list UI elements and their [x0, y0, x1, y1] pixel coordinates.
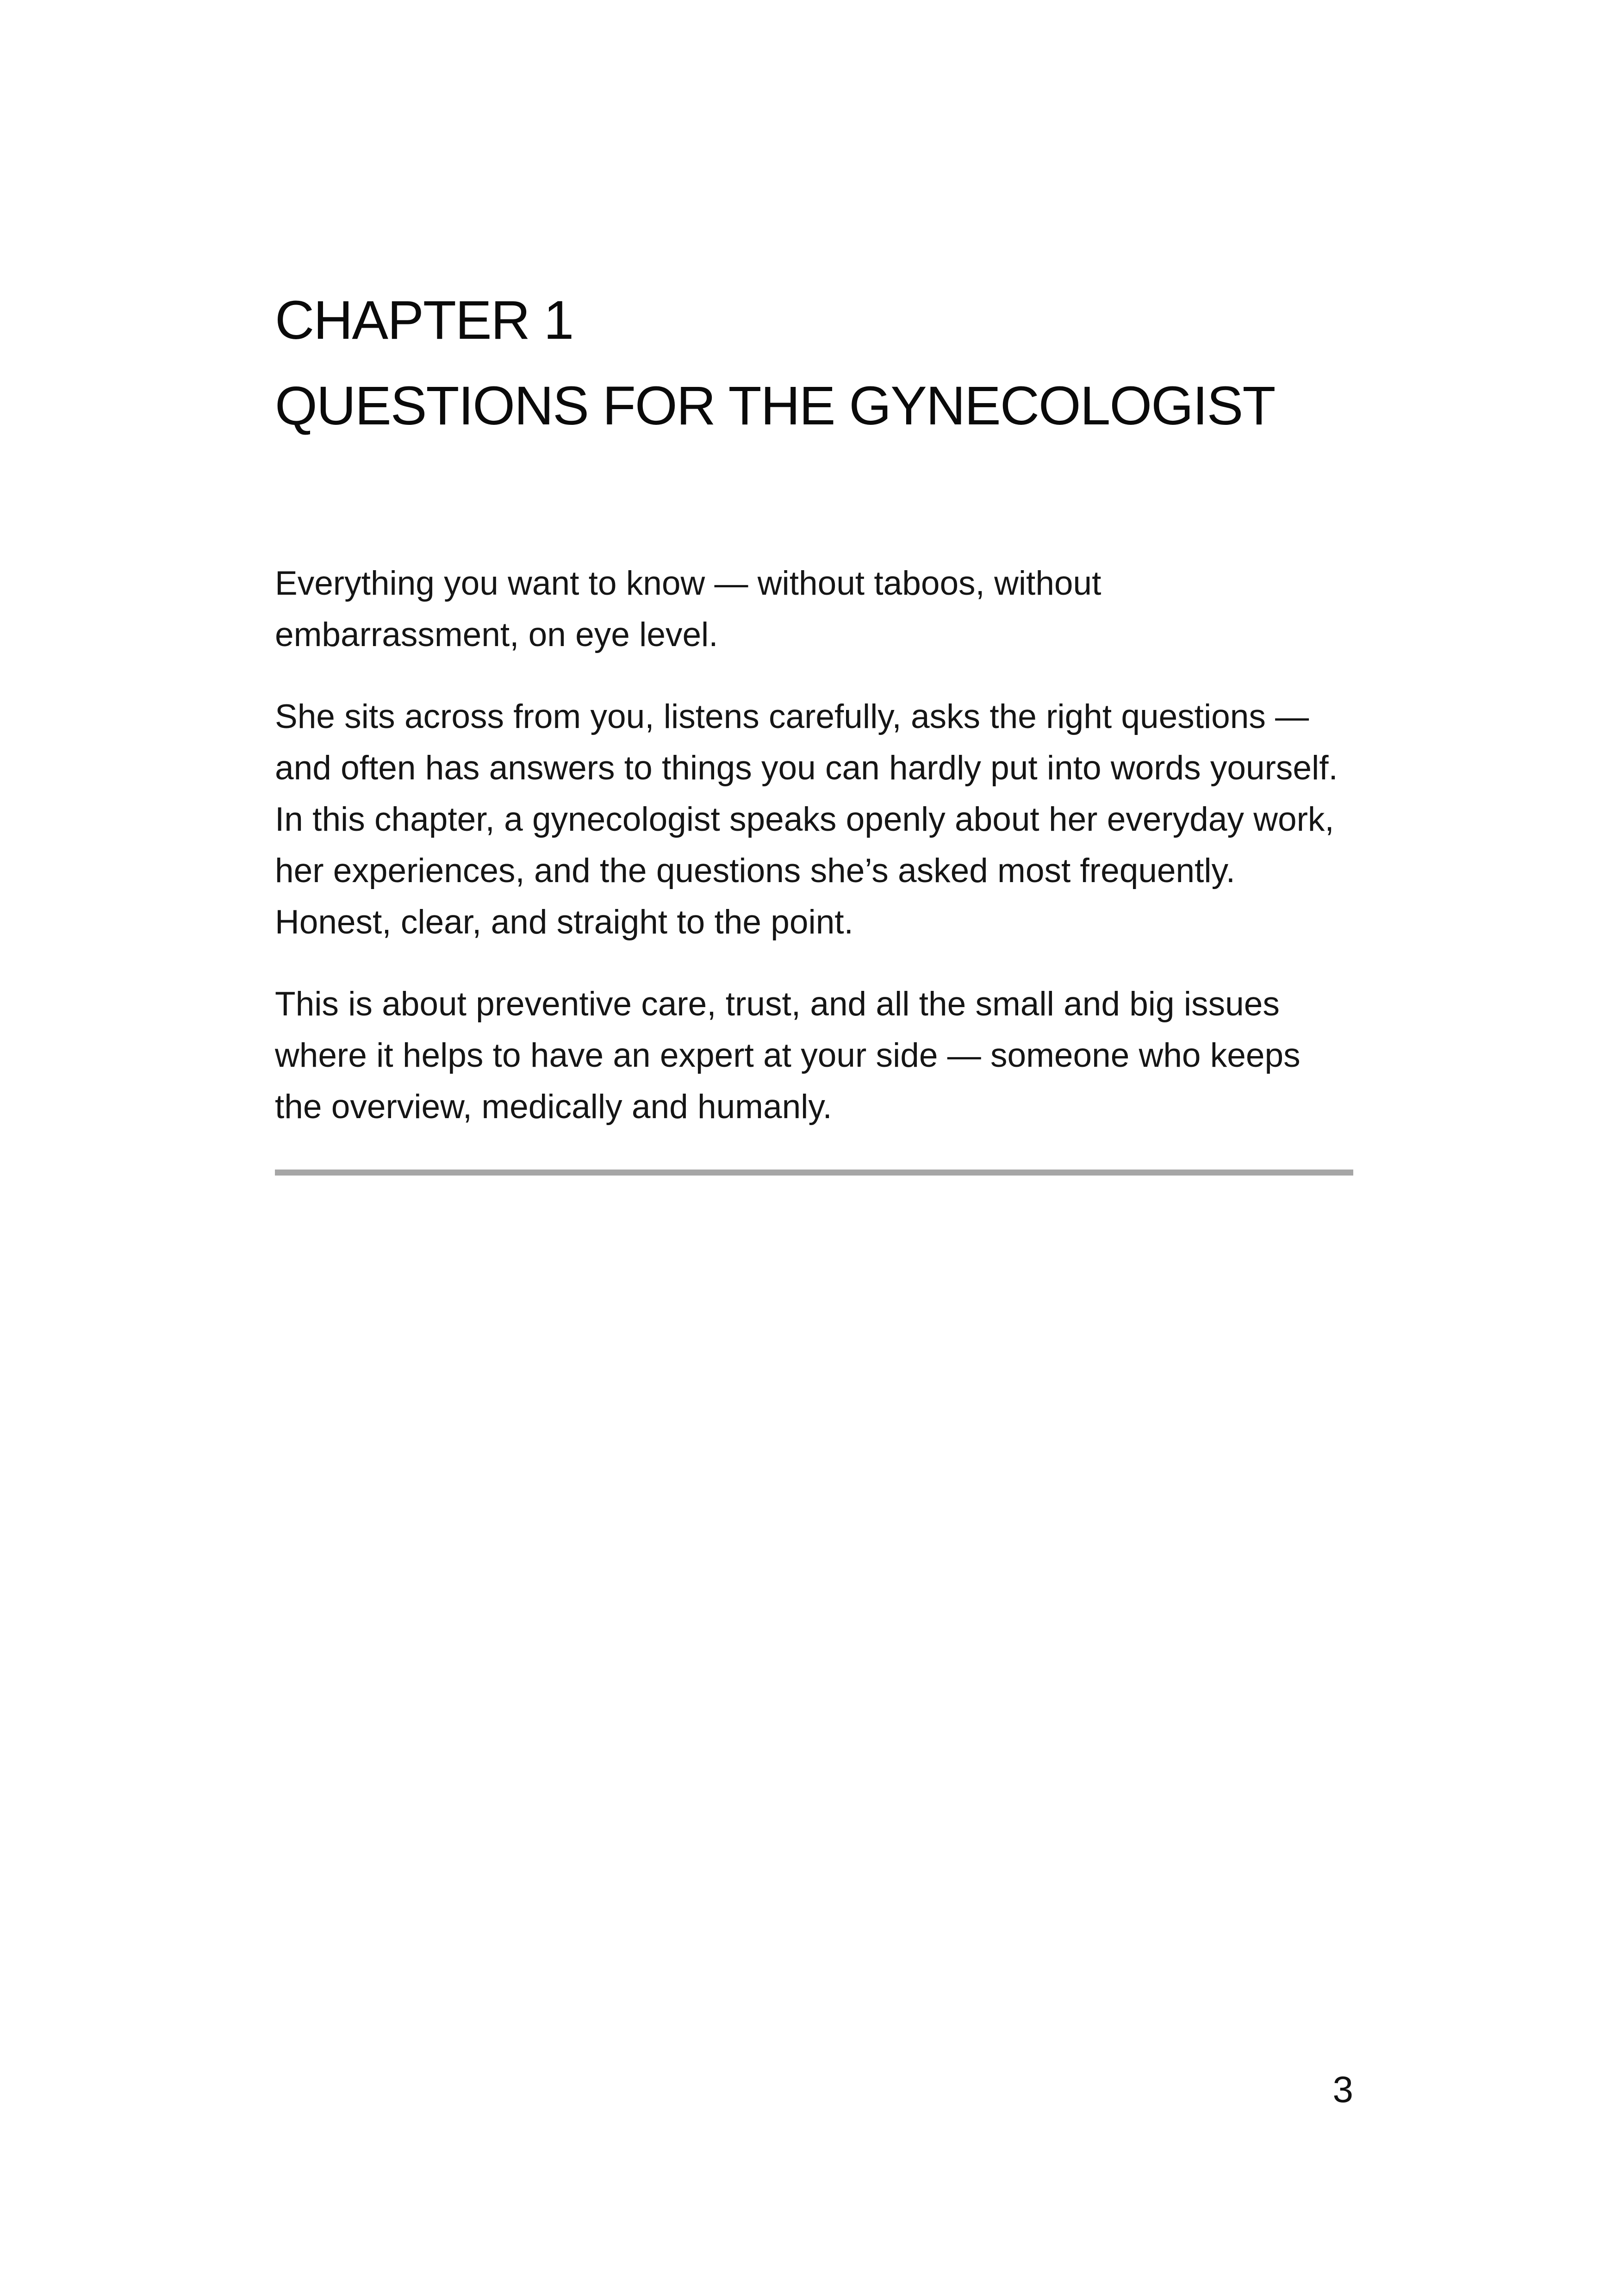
chapter-number: CHAPTER 1 [275, 290, 573, 351]
body-paragraph: This is about preventive care, trust, and all the small and big issues where it helps to have an expert at your side — someone who keeps the overview, medically and humanly. [275, 985, 1301, 1126]
chapter-heading [275, 278, 1353, 449]
chapter-title: QUESTIONS FOR THE GYNECOLOGIST [275, 375, 1275, 436]
page-number: 3 [1332, 2069, 1353, 2110]
body-paragraph: She sits across from you, listens carefully, asks the right questions — and often has answers to things you can hardly put into words yourself. In this chapter, a gynecologist speaks openly about her everyday work, her experiences, and the questions she’s asked most frequently. Honest, clear, and straight to the point. [275, 698, 1338, 941]
section-divider [275, 1170, 1353, 1176]
intro-paragraph: Everything you want to know — without taboos, without embarrassment, on eye level. [275, 565, 1101, 653]
chapter-intro [275, 558, 1353, 1132]
chapter-content [275, 278, 1353, 1163]
